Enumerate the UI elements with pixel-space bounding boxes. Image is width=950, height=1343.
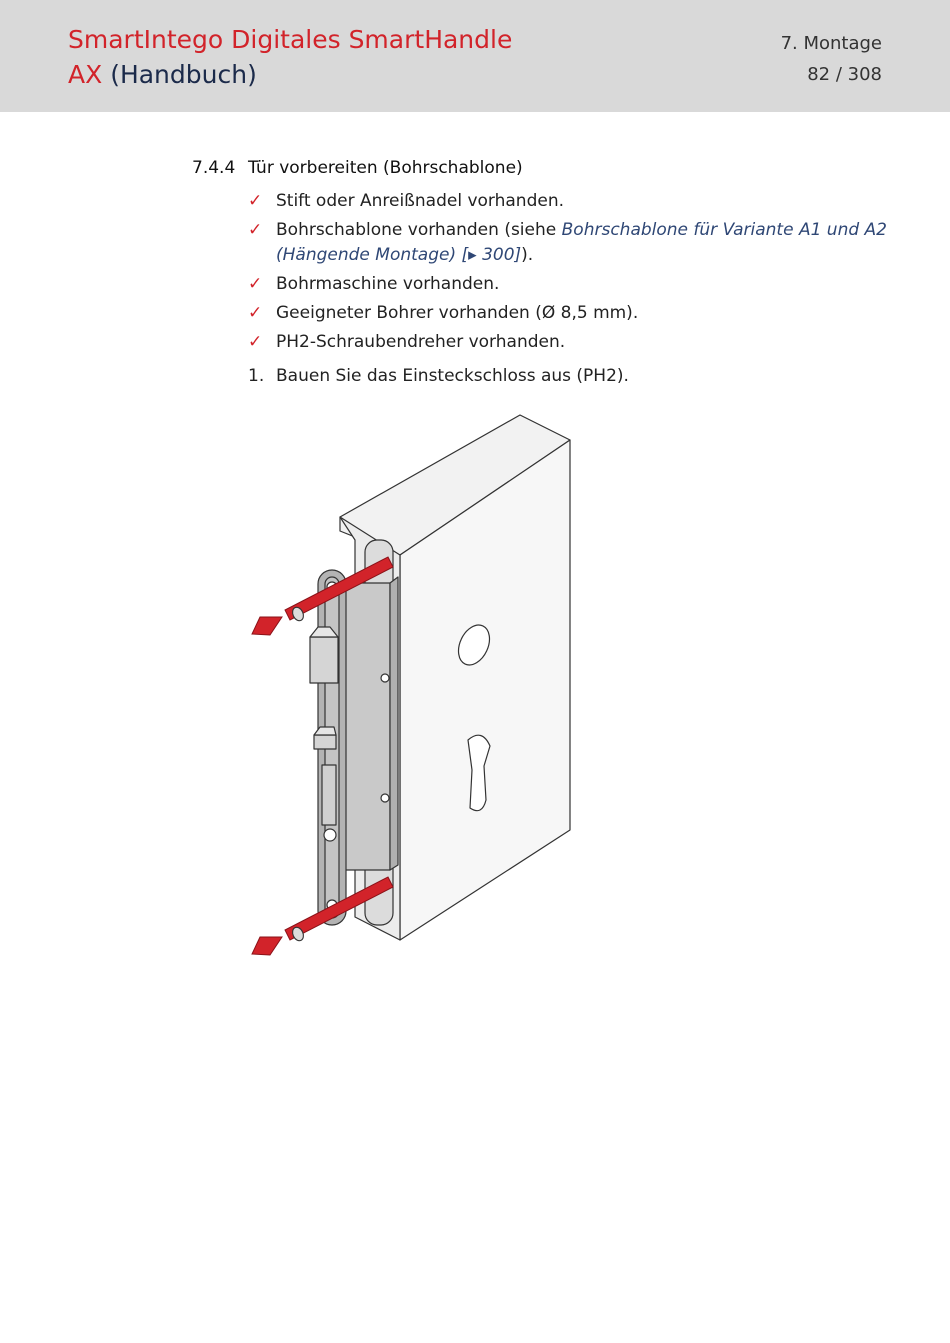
title-line-1: SmartIntego Digitales SmartHandle	[68, 25, 513, 54]
step-list	[248, 364, 898, 389]
section-heading	[192, 155, 523, 181]
title-handbuch: (Handbuch)	[110, 60, 257, 89]
page-header	[0, 0, 950, 112]
step-number: 1.	[248, 366, 265, 386]
list-item-text: Bohrschablone vorhanden (siehe	[276, 220, 562, 240]
link-text[interactable]: Bohrschablone für Variante A1 und A2 (Hängende Montage) [	[276, 220, 887, 265]
lock-case	[340, 583, 390, 870]
section-number: 7.4.4	[192, 158, 236, 178]
checkmark-icon: ✓	[248, 220, 263, 240]
list-item-text: Bohrmaschine vorhanden.	[276, 274, 500, 294]
list-item	[248, 330, 898, 355]
list-item	[248, 218, 898, 268]
page-number: 82 / 308	[807, 64, 882, 85]
list-item-end: ).	[521, 245, 534, 265]
title-ax: AX	[68, 60, 103, 89]
list-item-text: Geeigneter Bohrer vorhanden (Ø 8,5 mm).	[276, 303, 639, 323]
checkmark-icon: ✓	[248, 191, 263, 211]
link-page[interactable]: 300]	[476, 245, 522, 265]
title-line-2	[68, 57, 512, 92]
chapter-info	[781, 28, 882, 90]
checkmark-icon: ✓	[248, 274, 263, 294]
list-item	[248, 301, 898, 326]
list-item	[248, 272, 898, 297]
deadbolt	[314, 735, 336, 749]
arrow-right-icon: ▸	[468, 245, 477, 265]
checkmark-icon: ✓	[248, 303, 263, 323]
document-title	[68, 22, 512, 92]
latch	[310, 637, 338, 683]
checkmark-icon: ✓	[248, 332, 263, 352]
chapter-name: 7. Montage	[780, 33, 882, 54]
section-title: Tür vorbereiten (Bohrschablone)	[248, 158, 523, 178]
step-item	[248, 364, 898, 389]
prerequisite-list	[248, 189, 898, 359]
list-item-text: Stift oder Anreißnadel vorhanden.	[276, 191, 565, 211]
list-item-text: PH2-Schraubendreher vorhanden.	[276, 332, 566, 352]
list-item	[248, 189, 898, 214]
step-text: Bauen Sie das Einsteckschloss aus (PH2).	[276, 366, 629, 386]
mortise-lock-removal-illustration	[230, 405, 610, 965]
